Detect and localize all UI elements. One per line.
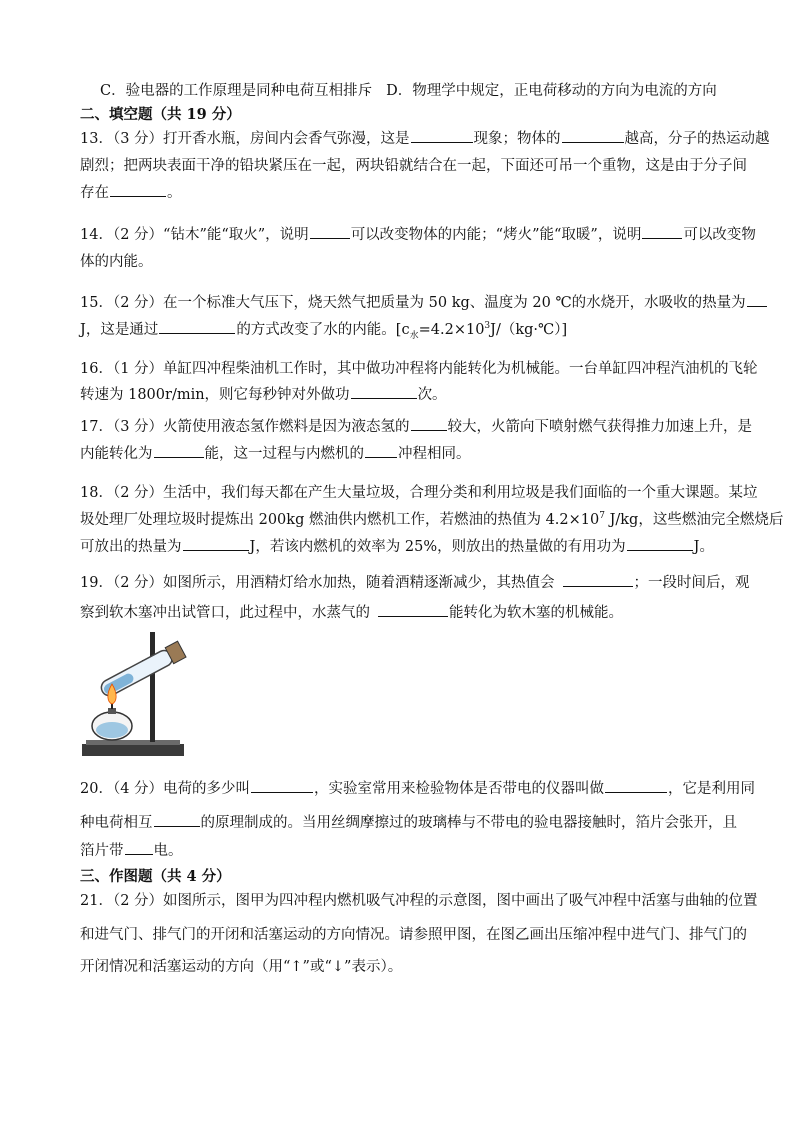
q12-option-d: D．物理学中规定，正电荷移动的方向为电流的方向 [386,83,717,99]
q15-sup-3: 3 [484,321,491,332]
q20-blank-3[interactable] [154,812,200,827]
q14-line-1 [80,224,756,246]
q15-text-2a: J，这是通过 [80,322,159,338]
q16-text-2a: 转速为 1800r/min，则它每秒钟对外做功 [80,387,350,403]
q18-sup-7: 7 [599,511,605,522]
q17-line-2 [80,443,471,465]
q18-blank-2[interactable] [627,536,693,551]
q18-line-1: 18．（2 分）生活中，我们每天都在产生大量垃圾，合理分类和利用垃圾是我们面临的一个重大课题。某垃 [80,485,758,501]
q19-blank-1[interactable] [563,572,633,587]
stand-base-top [86,740,180,745]
q14-text-1b: 可以改变物体的内能；“烤火”能“取暖”，说明 [350,227,642,243]
q20-line-3 [80,840,183,862]
q18-text-2a: 圾处理厂处理垃圾时提炼出 200kg 燃油供内燃机工作，若燃油的热值为 4.2×10 [80,512,600,528]
q15-sub-water: 水 [409,330,419,341]
q15-text-2d: J/（kg·℃）] [490,322,568,338]
q15-text-2b: 的方式改变了水的内能。[c [236,322,410,338]
q17-text-1b: 较大，火箭向下喷射燃气获得推力加速上升，是 [447,419,753,435]
q13-text-1b: 现象；物体的 [473,131,561,147]
q20-blank-2[interactable] [605,778,667,793]
q16-line-1: 16．（1 分）单缸四冲程柴油机工作时，其中做功冲程将内能转化为机械能。一台单缸四冲程汽油机的飞轮 [80,361,758,377]
q15-blank-2[interactable] [159,319,235,334]
q16-blank-1[interactable] [351,384,417,399]
q20-text-1c: ，它是利用同 [668,781,756,797]
q18-blank-1[interactable] [183,536,249,551]
q19-text-1b: ；一段时间后，观 [633,575,750,591]
q18-text-2b: J/kg，这些燃油完全燃烧后 [604,512,784,528]
q13-text-3b: 。 [167,185,182,201]
q19-line-2 [80,602,623,624]
q20-blank-4[interactable] [125,840,153,855]
q12-option-c: C．验电器的工作原理是同种电荷互相排斥 [100,83,373,99]
q13-line-3 [80,182,182,204]
section-fill-in-title: 二、填空题（共 19 分） [80,106,241,123]
q13-blank-1[interactable] [411,128,473,143]
q16-text-2b: 次。 [417,387,447,403]
stand-base [82,744,184,756]
q14-text-1c: 可以改变物 [683,227,756,243]
q18-text-3c: J。 [693,539,714,555]
q13-line-2: 剧烈；把两块表面干净的铅块紧压在一起，两块铅就结合在一起，下面还可吊一个重物，这是由于分子间 [80,158,747,174]
q15-text-2c: =4.2×10 [418,322,485,338]
q13-blank-2[interactable] [562,128,624,143]
q20-text-2a: 种电荷相互 [80,815,153,831]
q20-text-2b: 的原理制成的。当用丝绸摩擦过的玻璃棒与不带电的验电器接触时，箔片会张开，且 [200,815,737,831]
q18-text-3b: J，若该内燃机的效率为 25%，则放出的热量做的有用功为 [249,539,626,555]
q20-text-1b: ，实验室常用来检验物体是否带电的仪器叫做 [314,781,605,797]
q15-text-1a: 15．（2 分）在一个标准大气压下，烧天然气把质量为 50 kg、温度为 20 ℃的水烧开，水吸收的热量为 [80,295,746,311]
q18-text-3a: 可放出的热量为 [80,539,182,555]
q17-text-2b: 能，这一过程与内燃机的 [204,446,364,462]
q15-line-1 [80,292,768,314]
q17-text-2c: 冲程相同。 [398,446,471,462]
alcohol-lamp [92,684,132,740]
q18-line-2 [80,509,783,531]
section-drawing-title: 三、作图题（共 4 分） [80,868,231,885]
q21-line-2: 和进气门、排气门的开闭和活塞运动的方向情况。请参照甲图，在图乙画出压缩冲程中进气门、排气门的 [80,927,747,943]
q17-blank-3[interactable] [365,443,397,458]
q13-blank-3[interactable] [110,182,166,197]
q21-line-1: 21．（2 分）如图所示，图甲为四冲程内燃机吸气冲程的示意图，图中画出了吸气冲程中活塞与曲轴的位置 [80,893,758,909]
q17-blank-2[interactable] [154,443,204,458]
q20-text-3a: 箔片带 [80,843,124,859]
q13-text-1a: 13．（3 分）打开香水瓶，房间内会香气弥漫，这是 [80,131,410,147]
q15-blank-1[interactable] [747,292,767,307]
q17-line-1 [80,416,752,438]
q14-blank-2[interactable] [642,224,682,239]
q17-text-1a: 17．（3 分）火箭使用液态氢作燃料是因为液态氢的 [80,419,410,435]
q15-line-2 [80,319,567,341]
q20-text-3b: 电。 [153,843,183,859]
alcohol-lamp-test-tube-figure [80,626,190,760]
q17-text-2a: 内能转化为 [80,446,153,462]
q12-options-line [100,80,717,102]
q14-text-1a: 14．（2 分）“钻木”能“取火”，说明 [80,227,309,243]
q17-blank-1[interactable] [411,416,447,431]
q20-line-1 [80,778,755,800]
q19-text-2b: 能转化为软木塞的机械能。 [449,605,623,621]
q19-text-1a: 19．（2 分）如图所示，用酒精灯给水加热，随着酒精逐渐减少，其热值会 [80,575,555,591]
q13-text-1c: 越高，分子的热运动越 [624,131,770,147]
q14-line-2: 体的内能。 [80,254,153,270]
q21-line-3: 开闭情况和活塞运动的方向（用“↑”或“↓”表示）。 [80,959,403,975]
q19-blank-2[interactable] [378,602,448,617]
q20-line-2 [80,812,737,834]
q18-line-3 [80,536,714,558]
q13-line-1 [80,128,770,150]
stand-rod [150,632,155,742]
q13-text-3a: 存在 [80,185,109,201]
q16-line-2 [80,384,447,406]
q20-blank-1[interactable] [251,778,313,793]
q19-text-2a: 察到软木塞冲出试管口，此过程中，水蒸气的 [80,605,370,621]
q19-line-1 [80,572,750,594]
q20-text-1a: 20．（4 分）电荷的多少叫 [80,781,251,797]
q14-blank-1[interactable] [310,224,350,239]
